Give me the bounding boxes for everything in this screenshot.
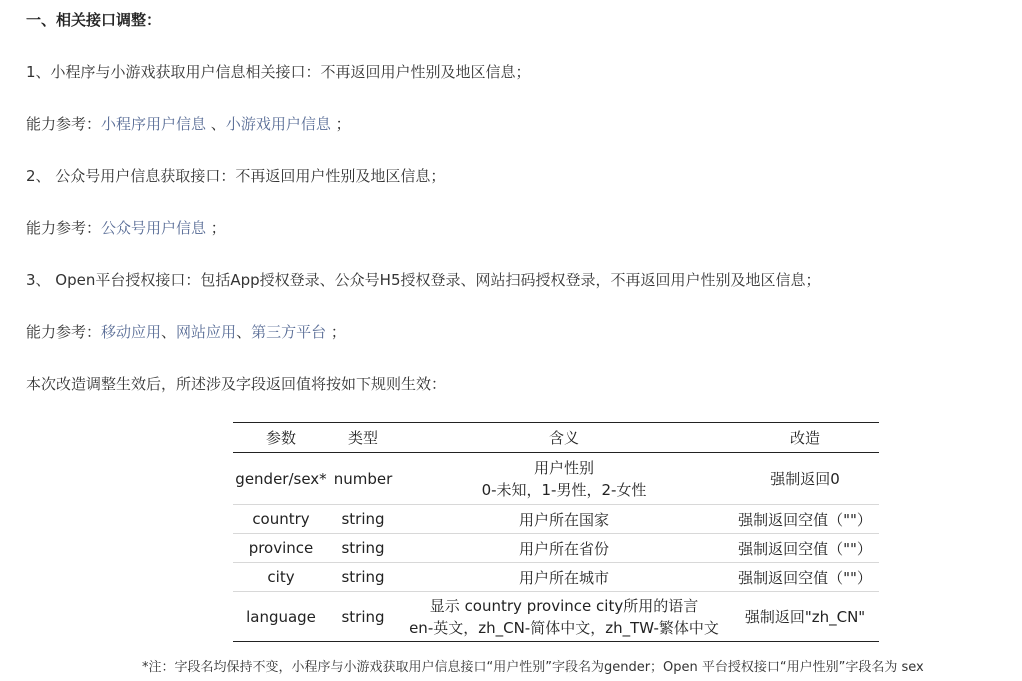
change-cell: 强制返回空值（""）: [731, 563, 879, 592]
type-cell: string: [329, 505, 397, 534]
meaning-cell: 用户所在城市: [397, 563, 731, 592]
item-2-text: 2、 公众号用户信息获取接口：不再返回用户性别及地区信息；: [26, 167, 446, 185]
ref-separator: 、: [161, 323, 177, 341]
capability-ref-2: [26, 217, 226, 239]
header-meaning: 含义: [397, 423, 731, 453]
ref-separator: 、: [236, 323, 252, 341]
ref-suffix: ；: [330, 115, 351, 133]
website-app-link[interactable]: 网站应用: [176, 323, 237, 341]
meaning-cell: 用户所在省份: [397, 534, 731, 563]
type-cell: string: [329, 563, 397, 592]
param-cell: language: [233, 592, 329, 642]
item-3-text: 3、 Open平台授权接口：包括App授权登录、公众号H5授权登录、网站扫码授权登录，不再返回用户性别及地区信息；: [26, 271, 821, 289]
meaning-line: 用户性别: [533, 458, 594, 477]
meaning-cell: [397, 453, 731, 505]
capability-ref-3: [26, 321, 346, 343]
footnote: *注：字段名均保持不变，小程序与小游戏获取用户信息接口“用户性别”字段名为gender；Open 平台授权接口“用户性别”字段名为 sex: [142, 660, 924, 675]
header-change: 改造: [731, 423, 879, 453]
ref-suffix: ；: [326, 323, 346, 341]
ref-prefix: 能力参考：: [26, 323, 102, 341]
ref-prefix: 能力参考：: [26, 115, 102, 133]
section-heading: 一、相关接口调整：: [26, 11, 162, 29]
table-row: [233, 592, 879, 642]
param-cell: city: [233, 563, 329, 592]
mobile-app-link[interactable]: 移动应用: [101, 323, 162, 341]
item-1-text: 1、小程序与小游戏获取用户信息相关接口：不再返回用户性别及地区信息；: [26, 63, 531, 81]
capability-ref-1: [26, 113, 351, 135]
type-cell: string: [329, 534, 397, 563]
change-cell: 强制返回0: [731, 453, 879, 505]
meaning-cell: [397, 592, 731, 642]
type-cell: number: [329, 453, 397, 505]
table-row: [233, 534, 879, 563]
param-cell: province: [233, 534, 329, 563]
ref-prefix: 能力参考：: [26, 219, 102, 237]
header-param: 参数: [233, 423, 329, 453]
meaning-line: 显示 country province city所用的语言: [429, 596, 699, 615]
change-cell: 强制返回"zh_CN": [731, 592, 879, 642]
table-row: [233, 563, 879, 592]
param-cell: country: [233, 505, 329, 534]
miniprogram-userinfo-link[interactable]: 小程序用户信息: [101, 115, 207, 133]
type-cell: string: [329, 592, 397, 642]
param-cell: gender/sex*: [233, 453, 329, 505]
table-row: [233, 505, 879, 534]
meaning-line: 0-未知，1-男性，2-女性: [481, 480, 647, 499]
meaning-line: en-英文，zh_CN-简体中文，zh_TW-繁体中文: [409, 618, 719, 637]
table-row: [233, 453, 879, 505]
meaning-cell: 用户所在国家: [397, 505, 731, 534]
official-account-userinfo-link[interactable]: 公众号用户信息: [101, 219, 207, 237]
ref-separator: 、: [206, 115, 226, 133]
minigame-userinfo-link[interactable]: 小游戏用户信息: [225, 115, 331, 133]
field-change-table: [233, 422, 879, 642]
header-type: 类型: [329, 423, 397, 453]
third-party-platform-link[interactable]: 第三方平台: [251, 323, 327, 341]
change-cell: 强制返回空值（""）: [731, 505, 879, 534]
rule-intro-text: 本次改造调整生效后，所述涉及字段返回值将按如下规则生效：: [26, 375, 447, 393]
ref-suffix: ；: [206, 219, 226, 237]
change-cell: 强制返回空值（""）: [731, 534, 879, 563]
